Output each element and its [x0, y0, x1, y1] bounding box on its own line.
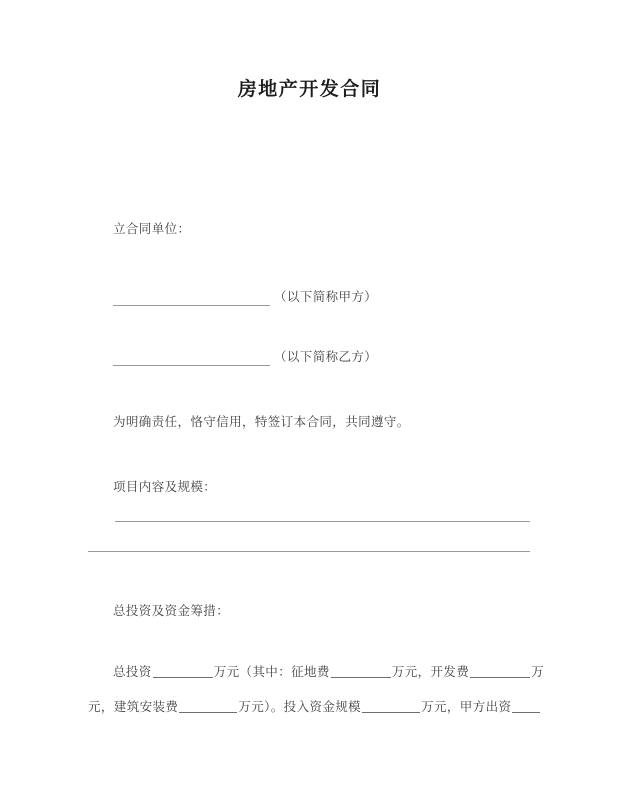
- construction-fee-blank[interactable]: [179, 700, 237, 713]
- party-b-row: [113, 348, 377, 366]
- development-fee-unit: 万: [531, 664, 545, 679]
- capital-scale-label: 万元）。投入资金规模: [238, 699, 362, 714]
- investment-heading: 总投资及资金筹措：: [113, 603, 230, 618]
- purpose-paragraph: 为明确责任，恪守信用，特签订本合同，共同遵守。: [113, 414, 410, 429]
- capital-scale-blank[interactable]: [362, 700, 420, 713]
- project-scope-blank-line-1[interactable]: [115, 521, 530, 522]
- project-scope-heading: 项目内容及规模：: [113, 479, 217, 494]
- construction-fee-label: 元，建筑安装费: [88, 699, 179, 714]
- development-fee-blank[interactable]: [470, 665, 530, 678]
- development-fee-label: 万元，开发费: [391, 664, 470, 679]
- investment-paragraph-line-2: [88, 698, 541, 716]
- total-investment-blank[interactable]: [153, 665, 213, 678]
- total-investment-label: 总投资: [113, 664, 152, 679]
- project-scope-blank-line-2[interactable]: [88, 551, 530, 552]
- party-a-input-blank[interactable]: [113, 292, 270, 306]
- party-a-label: （以下简称甲方）: [274, 289, 378, 304]
- party-a-contribution-blank[interactable]: [512, 700, 540, 713]
- party-b-label: （以下简称乙方）: [274, 349, 378, 364]
- parties-heading: 立合同单位：: [113, 221, 191, 236]
- party-b-input-blank[interactable]: [113, 352, 270, 366]
- land-fee-blank[interactable]: [331, 665, 391, 678]
- investment-paragraph-line-1: [113, 663, 544, 681]
- party-a-row: [113, 288, 377, 306]
- party-a-contribution-label: 万元，甲方出资: [421, 699, 512, 714]
- land-fee-label: 万元（其中：征地费: [213, 664, 330, 679]
- page-title: 房地产开发合同: [237, 78, 382, 100]
